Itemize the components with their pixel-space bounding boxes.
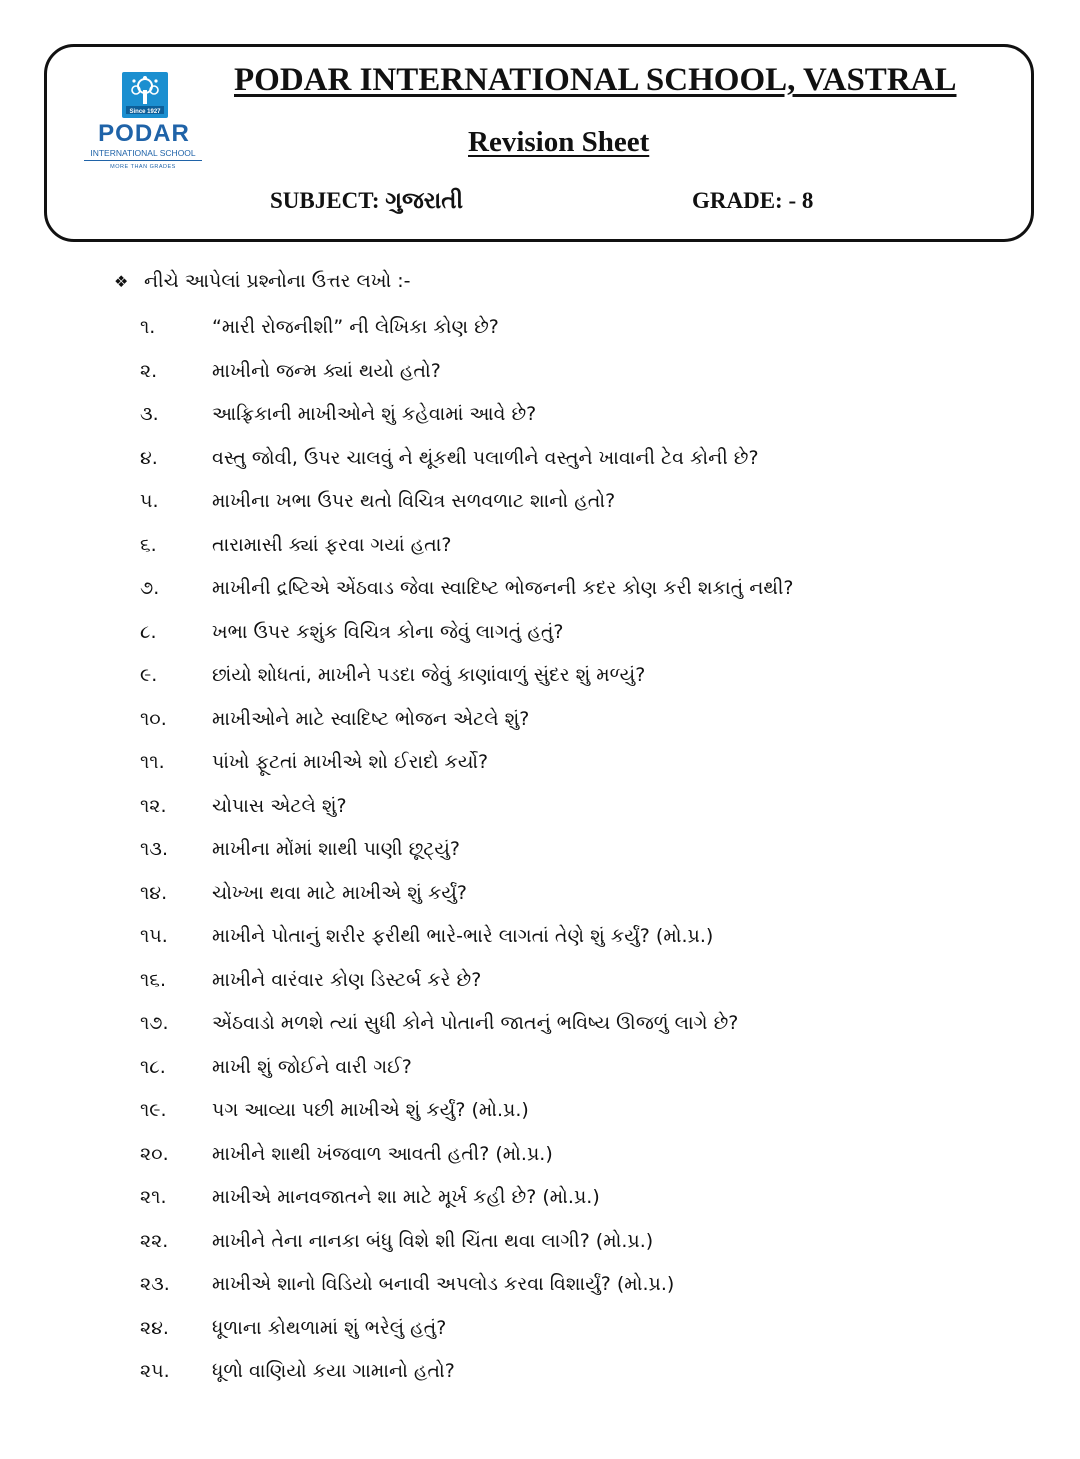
question-item [0, 791, 1080, 835]
question-item [0, 443, 1080, 487]
question-item [0, 878, 1080, 922]
question-item [0, 965, 1080, 1009]
question-number: ૨૧. [140, 1186, 167, 1208]
question-item [0, 399, 1080, 443]
question-item [0, 1313, 1080, 1357]
question-item [0, 834, 1080, 878]
question-text: માખીએ માનવજાતને શા માટે મૂર્ખ કહી છે? (મો.પ્ર.) [212, 1186, 600, 1208]
question-number: ૭. [140, 577, 160, 599]
question-item [0, 1226, 1080, 1270]
question-number: ૧૫. [140, 925, 168, 947]
question-text: માખીઓને માટે સ્વાદિષ્ટ ભોજન એટલે શું? [212, 707, 530, 730]
logo-wordmark: PODAR [98, 120, 190, 147]
school-logo [84, 72, 202, 176]
question-item [0, 1182, 1080, 1226]
question-number: ૧૬. [140, 968, 166, 991]
question-list [0, 312, 1080, 1400]
question-number: ૨. [140, 359, 158, 382]
question-text: ચોપાસ એટલે શું? [212, 794, 347, 817]
question-text: ધૂળો વાણિયો કયા ગામાનો હતો? [212, 1360, 455, 1382]
question-text: માખીને તેના નાનકા બંધુ વિશે શી ચિંતા થવા લાગી? (મો.પ્ર.) [212, 1229, 654, 1252]
question-text: માખી શું જોઈને વારી ગઈ? [212, 1055, 412, 1078]
logo-subtitle: INTERNATIONAL SCHOOL [84, 148, 202, 161]
instruction [114, 270, 411, 292]
logo-tagline: MORE THAN GRADES [110, 164, 176, 170]
question-text: માખીના ખભા ઉપર થતો વિચિત્ર સળવળાટ શાનો હતો? [212, 490, 616, 512]
question-number: ૧. [140, 316, 156, 338]
question-number: ૧૮. [140, 1055, 166, 1078]
question-item [0, 530, 1080, 574]
question-item [0, 573, 1080, 617]
question-item [0, 660, 1080, 704]
question-item [0, 356, 1080, 400]
question-number: ૯. [140, 664, 158, 686]
question-text: માખીને શાથી ખંજવાળ આવતી હતી? (મો.પ્ર.) [212, 1142, 553, 1165]
question-item [0, 704, 1080, 748]
question-text: ધૂળાના કોથળામાં શું ભરેલું હતું? [212, 1316, 447, 1339]
question-number: ૪. [140, 446, 158, 469]
question-text: એંઠવાડો મળશે ત્યાં સુધી કોને પોતાની જાતનું ભવિષ્ય ઊજળું લાગે છે? [212, 1012, 739, 1034]
question-text: “મારી રોજનીશી” ની લેખિકા કોણ છે? [212, 316, 499, 338]
question-number: ૨૦. [140, 1142, 169, 1165]
question-item [0, 1095, 1080, 1139]
question-item [0, 617, 1080, 661]
question-number: ૨૨. [140, 1229, 169, 1252]
instruction-text: નીચે આપેલાં પ્રશ્નોના ઉત્તર લખો :- [144, 270, 411, 292]
question-number: ૧૨. [140, 794, 167, 817]
logo-since: Since 1927 [129, 109, 161, 115]
question-number: ૨૩. [140, 1273, 170, 1295]
sheet-title: Revision Sheet [468, 126, 650, 158]
question-number: ૧૭. [140, 1012, 169, 1034]
question-item [0, 1356, 1080, 1400]
question-text: વસ્તુ જોવી, ઉપર ચાલવું ને થૂંકથી પલાળીને વસ્તુને ખાવાની ટેવ કોની છે? [212, 446, 759, 469]
grade-label: GRADE: - 8 [692, 188, 814, 213]
question-text: પાંખો ફૂટતાં માખીએ શો ઈરાદો કર્યો? [212, 751, 489, 773]
question-number: ૨૫. [140, 1360, 170, 1382]
school-name: PODAR INTERNATIONAL SCHOOL, VASTRAL [234, 62, 957, 98]
diamond-bullet-icon: ❖ [114, 272, 129, 291]
question-text: તારામાસી ક્યાં ફરવા ગયાં હતા? [212, 533, 452, 556]
question-number: ૧૦. [140, 707, 167, 730]
question-number: ૩. [140, 403, 159, 425]
question-item [0, 1139, 1080, 1183]
question-number: ૧૪. [140, 881, 168, 904]
subject-label: SUBJECT: ગુજરાતી [270, 188, 464, 213]
question-number: ૨૪. [140, 1316, 169, 1339]
question-text: માખીને વારંવાર કોણ ડિસ્ટર્બ કરે છે? [212, 968, 482, 991]
question-text: માખીની દ્રષ્ટિએ એંઠવાડ જેવા સ્વાદિષ્ટ ભોજનની કદર કોણ કરી શકાતું નથી? [212, 577, 794, 599]
question-text: છાંયો શોધતાં, માખીને પડદા જેવું કાણાંવાળું સુંદર શું મળ્યું? [212, 664, 646, 686]
question-number: ૧૧. [140, 751, 165, 773]
question-text: માખીને પોતાનું શરીર ફરીથી ભારે-ભારે લાગતાં તેણે શું કર્યું? (મો.પ્ર.) [212, 925, 714, 947]
question-item [0, 921, 1080, 965]
question-item [0, 1008, 1080, 1052]
question-text: ચોખ્ખા થવા માટે માખીએ શું કર્યું? [212, 881, 468, 904]
question-text: માખીએ શાનો વિડિયો બનાવી અપલોડ કરવા વિશાર્યું? (મો.પ્ર.) [212, 1273, 675, 1295]
question-text: ખભા ઉપર કશુંક વિચિત્ર કોના જેવું લાગતું હતું? [212, 620, 564, 643]
question-number: ૫. [140, 490, 159, 512]
question-text: માખીનો જન્મ ક્યાં થયો હતો? [212, 359, 441, 382]
question-item [0, 1269, 1080, 1313]
question-item [0, 312, 1080, 356]
question-text: આફ્રિકાની માખીઓને શું કહેવામાં આવે છે? [212, 403, 537, 425]
question-text: માખીના મોંમાં શાથી પાણી છૂટ્યું? [212, 838, 461, 860]
question-item [0, 486, 1080, 530]
question-number: ૮. [140, 620, 157, 643]
question-item [0, 747, 1080, 791]
question-number: ૧૩. [140, 838, 169, 860]
question-item [0, 1052, 1080, 1096]
question-text: પગ આવ્યા પછી માખીએ શું કર્યું? (મો.પ્ર.) [212, 1099, 529, 1121]
question-number: ૧૯. [140, 1099, 167, 1121]
question-number: ૬. [140, 533, 157, 556]
